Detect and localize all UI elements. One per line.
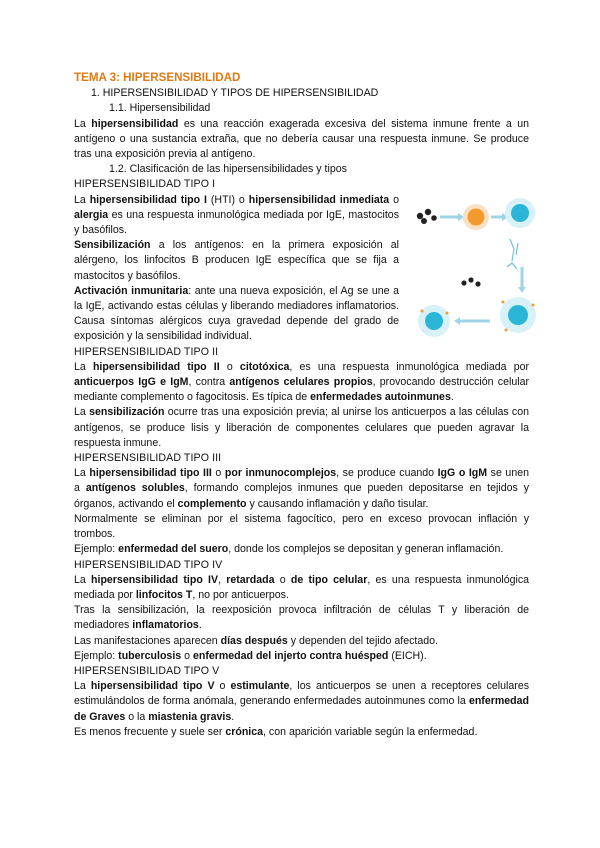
type5-paragraph: La hipersensibilidad tipo V o estimulante, los anticuerpos se unen a receptores celulares estimulándolos de forma anómala, generando enfermedades autoinmunes como la enfermedad de Graves o la miastenia gravis.: [74, 680, 530, 723]
plasma-cell-icon: [505, 198, 535, 228]
allergy-mechanism-figure: [414, 183, 542, 353]
toc-item-1-2: 1.2. Clasificación de las hipersensibilidades y tipos: [109, 163, 347, 176]
type1-section: [74, 193, 399, 345]
page-title: TEMA 3: HIPERSENSIBILIDAD: [74, 71, 241, 84]
type4-example: Ejemplo: tuberculosis o enfermedad del injerto contra huésped (EICH).: [74, 649, 427, 662]
b-cell-icon: [463, 204, 489, 230]
document-page: [74, 70, 529, 740]
type4-heading: HIPERSENSIBILIDAD TIPO IV: [74, 558, 223, 571]
type2-sensitization: La sensibilización ocurre tras una exposición previa; al unirse los anticuerpos a las células con antígenos, se produce lisis y liberación de componentes celulares que pueden agravar la respuesta inmune.: [74, 406, 529, 449]
toc-item-1-1: 1.1. Hipersensibilidad: [109, 102, 211, 115]
type3-heading: HIPERSENSIBILIDAD TIPO III: [74, 452, 222, 465]
type1-activation: Activación inmunitaria: ante una nueva exposición, el Ag se une a la IgE, activando estas células y liberando mediadores inflamatorios. Causa síntomas alérgicos cuya gravedad depende del grado de exposición y la sensibilidad individual.: [74, 284, 399, 343]
intro-paragraph: La hipersensibilidad es una reacción exagerada excesiva del sistema inmune frente a un antígeno o una sustancia extraña, que no debería causar una respuesta inmune. Se produce tras una exposición previa al antígeno.: [74, 117, 529, 161]
mast-cell-icon: [418, 305, 450, 337]
type4-manifestations: Las manifestaciones aparecen días después y dependen del tejido afectado.: [74, 634, 438, 647]
sensitized-mast-cell-icon: [500, 297, 536, 333]
type3-elimination: Normalmente se eliminan por el sistema fagocítico, pero en exceso provocan inflación y trombos.: [74, 512, 529, 541]
allergen-particles-icon: [461, 277, 480, 286]
type5-heading: HIPERSENSIBILIDAD TIPO V: [74, 664, 220, 677]
type1-sensitization: Sensibilización a los antígenos: en la primera exposición al alérgeno, los linfocitos B producen IgE específica que se fija a mastocitos y basófilos.: [74, 239, 399, 282]
type1-heading: HIPERSENSIBILIDAD TIPO I: [74, 178, 216, 191]
toc-item-1: 1. HIPERSENSIBILIDAD Y TIPOS DE HIPERSENSIBILIDAD: [91, 87, 379, 100]
type3-example: Ejemplo: enfermedad del suero, donde los complejos se depositan y generan inflamación.: [74, 543, 504, 556]
type4-reexposure: Tras la sensibilización, la reexposición provoca infiltración de células T y liberación de mediadores inflamatorios.: [74, 604, 529, 632]
type5-chronic: Es menos frecuente y suele ser crónica, con aparición variable según la enfermedad.: [74, 725, 478, 738]
antibody-icon: [507, 239, 518, 269]
type4-paragraph: La hipersensibilidad tipo IV, retardada o de tipo celular, es una respuesta inmunológica mediada por linfocitos T, no por anticuerpos.: [74, 573, 530, 601]
type2-paragraph: La hipersensibilidad tipo II o citotóxica, es una respuesta inmunológica mediada por anticuerpos IgG e IgM, contra antígenos celulares propios, provocando destrucción celular mediante complemento o fagocitosis. Es típica de enfermedades autoinmunes.: [74, 360, 530, 404]
type3-paragraph: La hipersensibilidad tipo III o por inmunocomplejos, se produce cuando IgG o IgM se unen a antígenos solubles, formando complejos inmunes que pueden depositarse en tejidos y órganos, activando el complemento y causando inflamación y daño tisular.: [74, 467, 530, 510]
type1-paragraph: La hipersensibilidad tipo I (HTI) o hipersensibilidad inmediata o alergia es una respuesta inmunológica mediada por IgE, mastocitos y basófilos.: [74, 193, 399, 237]
type2-heading: HIPERSENSIBILIDAD TIPO II: [74, 345, 219, 358]
allergen-particles-icon: [417, 209, 437, 224]
